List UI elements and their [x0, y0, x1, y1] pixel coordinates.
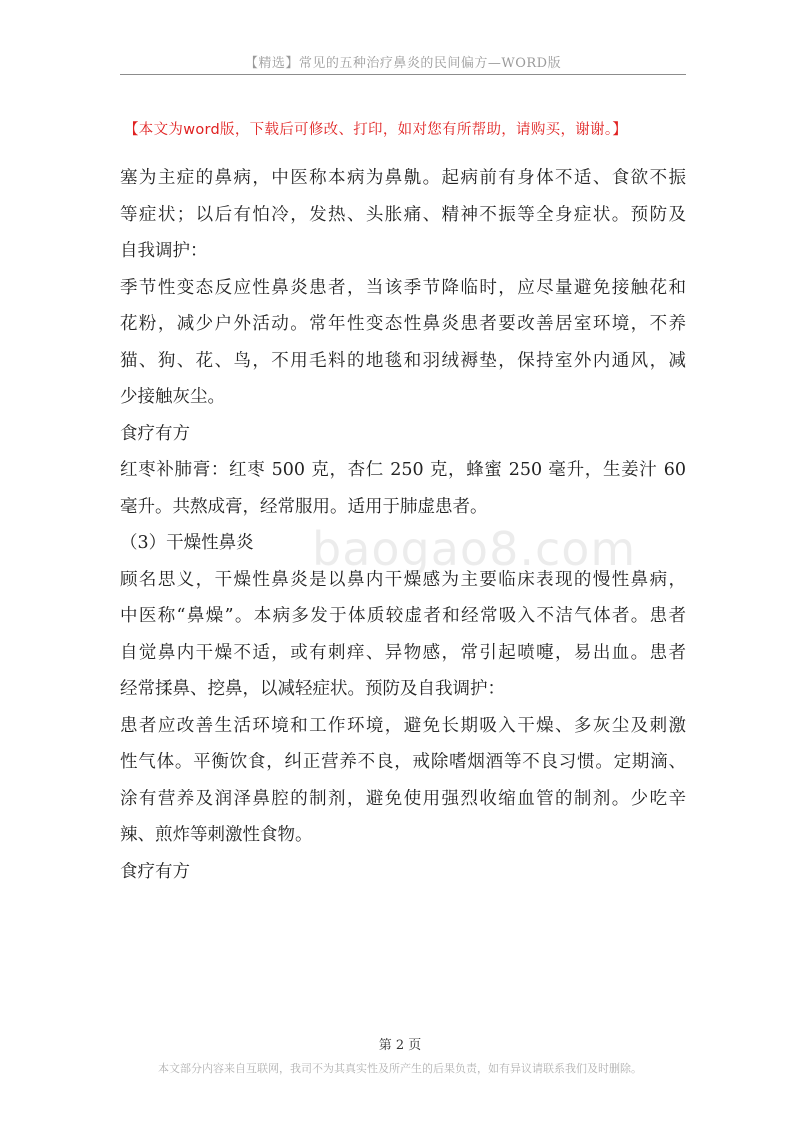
- watermark: baogao8.com: [312, 522, 637, 576]
- body-line: 自觉鼻内干燥不适，或有刺痒、异物感，常引起喷嚏，易出血。患者: [120, 642, 686, 663]
- body-line: 毫升。共熬成膏，经常服用。适用于肺虚患者。: [120, 496, 488, 517]
- footer-disclaimer: 本文部分内容来自互联网，我司不为其真实性及所产生的后果负责，如有异议请联系我们及时删除。: [158, 1062, 642, 1075]
- body-line: 顾名思义，干燥性鼻炎是以鼻内干燥感为主要临床表现的慢性鼻病，: [120, 569, 686, 590]
- body-line: 季节性变态反应性鼻炎患者，当该季节降临时，应尽量避免接触花和: [120, 277, 686, 298]
- body-line: 花粉，减少户外活动。常年性变态性鼻炎患者要改善居室环境，不养: [120, 314, 686, 334]
- body-line: 食疗有方: [120, 423, 190, 444]
- body-line: 患者应改善生活环境和工作环境，避免长期吸入干燥、多灰尘及刺激: [120, 715, 686, 736]
- body-line: 自我调护：: [120, 241, 208, 261]
- body-line: 食疗有方: [120, 861, 190, 882]
- document-body: [120, 160, 686, 890]
- page-number: 第 2 页: [378, 1038, 422, 1053]
- body-line: 少接触灰尘。: [120, 387, 225, 407]
- page-header-title: 【精选】常见的五种治疗鼻炎的民间偏方—WORD版: [244, 56, 562, 71]
- body-line: 塞为主症的鼻病，中医称本病为鼻鼽。起病前有身体不适、食欲不振: [120, 168, 686, 188]
- body-line: 涂有营养及润泽鼻腔的制剂，避免使用强烈收缩血管的制剂。少吃辛: [120, 788, 686, 809]
- body-line: 红枣补肺膏：红枣 500 克，杏仁 250 克，蜂蜜 250 毫升，生姜汁 60: [120, 460, 686, 480]
- body-line: （3）干燥性鼻炎: [120, 533, 254, 553]
- body-line: 猫、狗、花、鸟，不用毛料的地毯和羽绒褥垫，保持室外内通风，减: [120, 350, 686, 371]
- download-notice: 【本文为word版，下载后可修改、打印，如对您有所帮助，请购买，谢谢。】: [124, 122, 628, 138]
- body-line: 辣、煎炸等刺激性食物。: [120, 825, 313, 845]
- body-line: 经常揉鼻、挖鼻，以减轻症状。预防及自我调护：: [120, 679, 505, 699]
- body-line: 等症状；以后有怕冷，发热、头胀痛、精神不振等全身症状。预防及: [120, 204, 686, 225]
- body-line: 性气体。平衡饮食，纠正营养不良，戒除嗜烟酒等不良习惯。定期滴、: [120, 752, 686, 772]
- body-line: 中医称“鼻燥”。本病多发于体质较虚者和经常吸入不洁气体者。患者: [120, 606, 686, 626]
- header-divider: [120, 74, 686, 75]
